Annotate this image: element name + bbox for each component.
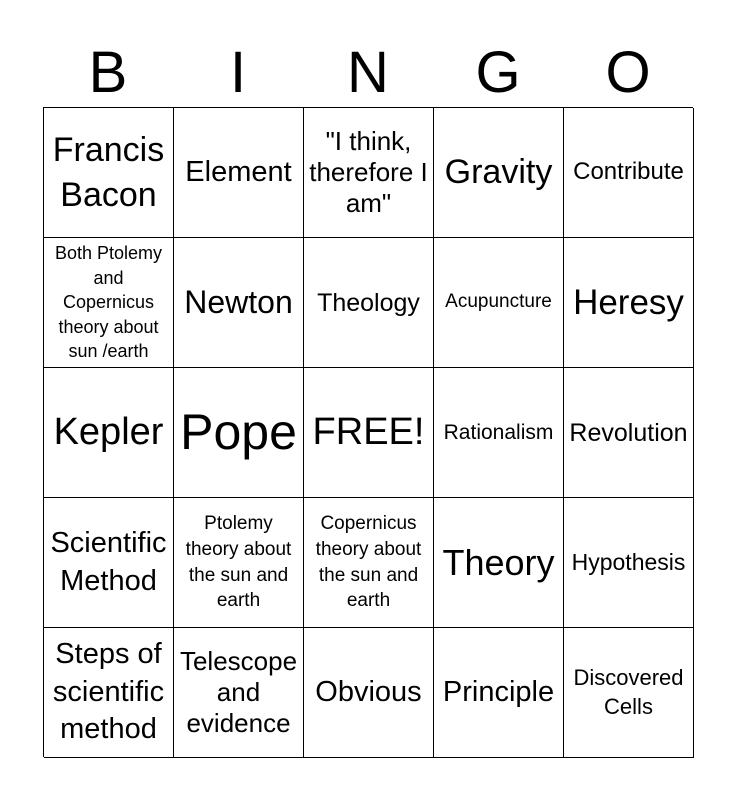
cell-text: Contribute [573, 158, 684, 186]
cell-text: Steps of scientific method [52, 637, 165, 746]
cell-text: Discovered Cells [573, 664, 684, 719]
bingo-cell[interactable] [44, 628, 174, 758]
bingo-cell[interactable] [434, 628, 564, 758]
cell-text: Theory [442, 541, 555, 583]
cell-text: Telescope and evidence [179, 645, 298, 739]
bingo-cell[interactable] [434, 108, 564, 238]
bingo-header [43, 40, 693, 106]
bingo-cell[interactable] [564, 368, 694, 498]
cell-text: Ptolemy theory about the sun and earth [185, 512, 292, 612]
cell-text: FREE! [312, 410, 425, 453]
cell-text: Scientific Method [50, 526, 167, 597]
cell-text: Heresy [573, 282, 684, 322]
cell-text: Obvious [315, 675, 422, 708]
header-letter-b: B [88, 40, 128, 105]
cell-text: Copernicus theory about the sun and earth [315, 512, 422, 612]
bingo-cell[interactable] [174, 368, 304, 498]
bingo-cell[interactable] [304, 498, 434, 628]
cell-text: Element [185, 155, 292, 188]
cell-text: Francis Bacon [52, 131, 165, 214]
bingo-cell[interactable] [174, 108, 304, 238]
bingo-cell[interactable] [174, 628, 304, 758]
cell-text: Both Ptolemy and Copernicus theory about sun /earth [54, 243, 163, 362]
cell-text: Principle [442, 675, 555, 708]
cell-text: Pope [180, 404, 297, 460]
cell-text: Hypothesis [571, 548, 686, 575]
bingo-cell[interactable] [44, 368, 174, 498]
cell-text: Theology [317, 288, 420, 317]
cell-text: Kepler [53, 410, 164, 453]
header-letter-i: I [229, 40, 247, 105]
bingo-cell[interactable] [44, 108, 174, 238]
cell-text: Rationalism [443, 420, 554, 444]
cell-text: Gravity [444, 153, 553, 192]
bingo-cell[interactable] [44, 498, 174, 628]
bingo-cell[interactable] [174, 238, 304, 368]
bingo-cell[interactable] [304, 108, 434, 238]
cell-text: "I think, therefore I am" [309, 125, 428, 219]
bingo-cell[interactable] [434, 368, 564, 498]
cell-text: Acupuncture [445, 291, 552, 313]
header-letter-n: N [347, 40, 389, 105]
bingo-cell[interactable] [434, 238, 564, 368]
bingo-cell[interactable] [564, 108, 694, 238]
bingo-cell[interactable] [174, 498, 304, 628]
bingo-cell[interactable] [434, 498, 564, 628]
bingo-grid [43, 107, 693, 757]
free-space-cell[interactable] [304, 368, 434, 498]
header-letter-g: G [475, 40, 521, 105]
cell-text: Newton [184, 283, 293, 320]
bingo-cell[interactable] [44, 238, 174, 368]
header-letter-o: O [605, 40, 651, 105]
cell-text: Revolution [569, 418, 688, 447]
bingo-cell[interactable] [304, 628, 434, 758]
bingo-cell[interactable] [564, 628, 694, 758]
bingo-cell[interactable] [564, 238, 694, 368]
bingo-cell[interactable] [304, 238, 434, 368]
bingo-cell[interactable] [564, 498, 694, 628]
